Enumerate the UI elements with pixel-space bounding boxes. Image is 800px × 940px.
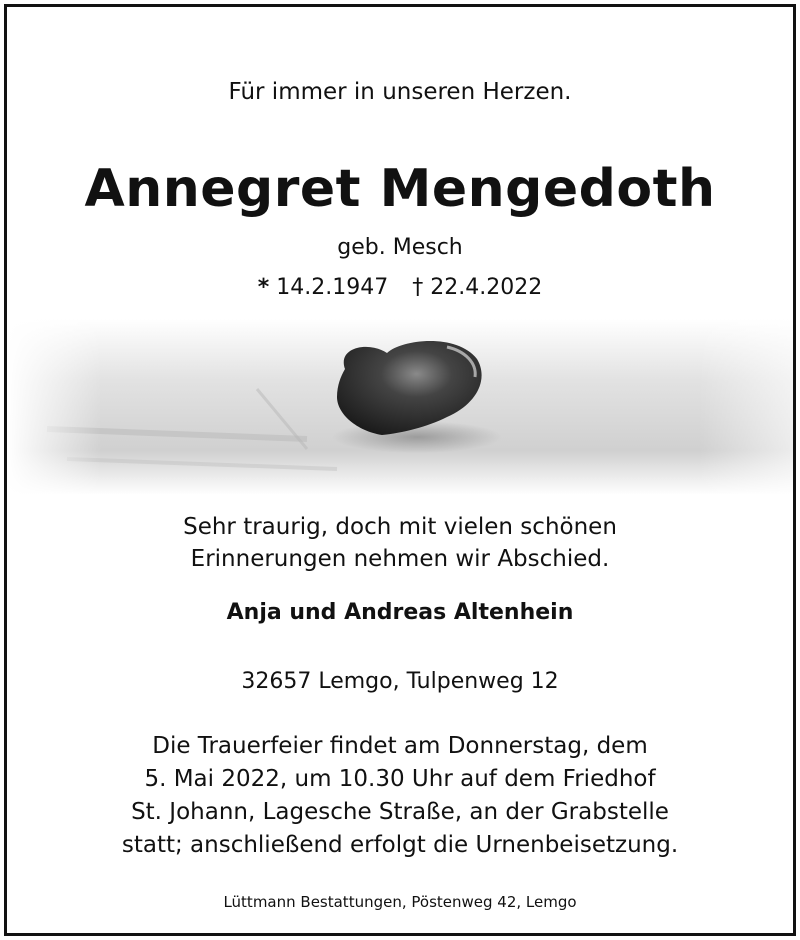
family-address: 32657 Lemgo, Tulpenweg 12: [241, 669, 559, 694]
death-date: 22.4.2022: [430, 275, 543, 300]
maiden-name: geb. Mesch: [337, 235, 463, 260]
heart-stone-icon: [7, 319, 793, 495]
life-dates: [7, 275, 793, 300]
deceased-name: Annegret Mengedoth: [84, 159, 716, 219]
farewell-line-2: Erinnerungen nehmen wir Abschied.: [190, 546, 610, 572]
birth-symbol: *: [257, 275, 270, 300]
ceremony-line-1: Die Trauerfeier findet am Donnerstag, dem: [152, 733, 648, 759]
farewell-line-1: Sehr traurig, doch mit vielen schönen: [183, 514, 617, 540]
obituary-card: [4, 4, 796, 936]
ceremony-line-4: statt; anschließend erfolgt die Urnenbeisetzung.: [121, 832, 679, 858]
ceremony-line-3: St. Johann, Lagesche Straße, an der Grabstelle: [131, 799, 669, 825]
ceremony-line-2: 5. Mai 2022, um 10.30 Uhr auf dem Friedhof: [144, 766, 656, 792]
family-names: Anja und Andreas Altenhein: [226, 600, 574, 625]
motto: Für immer in unseren Herzen.: [228, 79, 572, 105]
birth-date: 14.2.1947: [276, 275, 389, 300]
death-symbol: †: [412, 275, 424, 300]
undertaker-info: Lüttmann Bestattungen, Pöstenweg 42, Lemgo: [223, 893, 577, 911]
